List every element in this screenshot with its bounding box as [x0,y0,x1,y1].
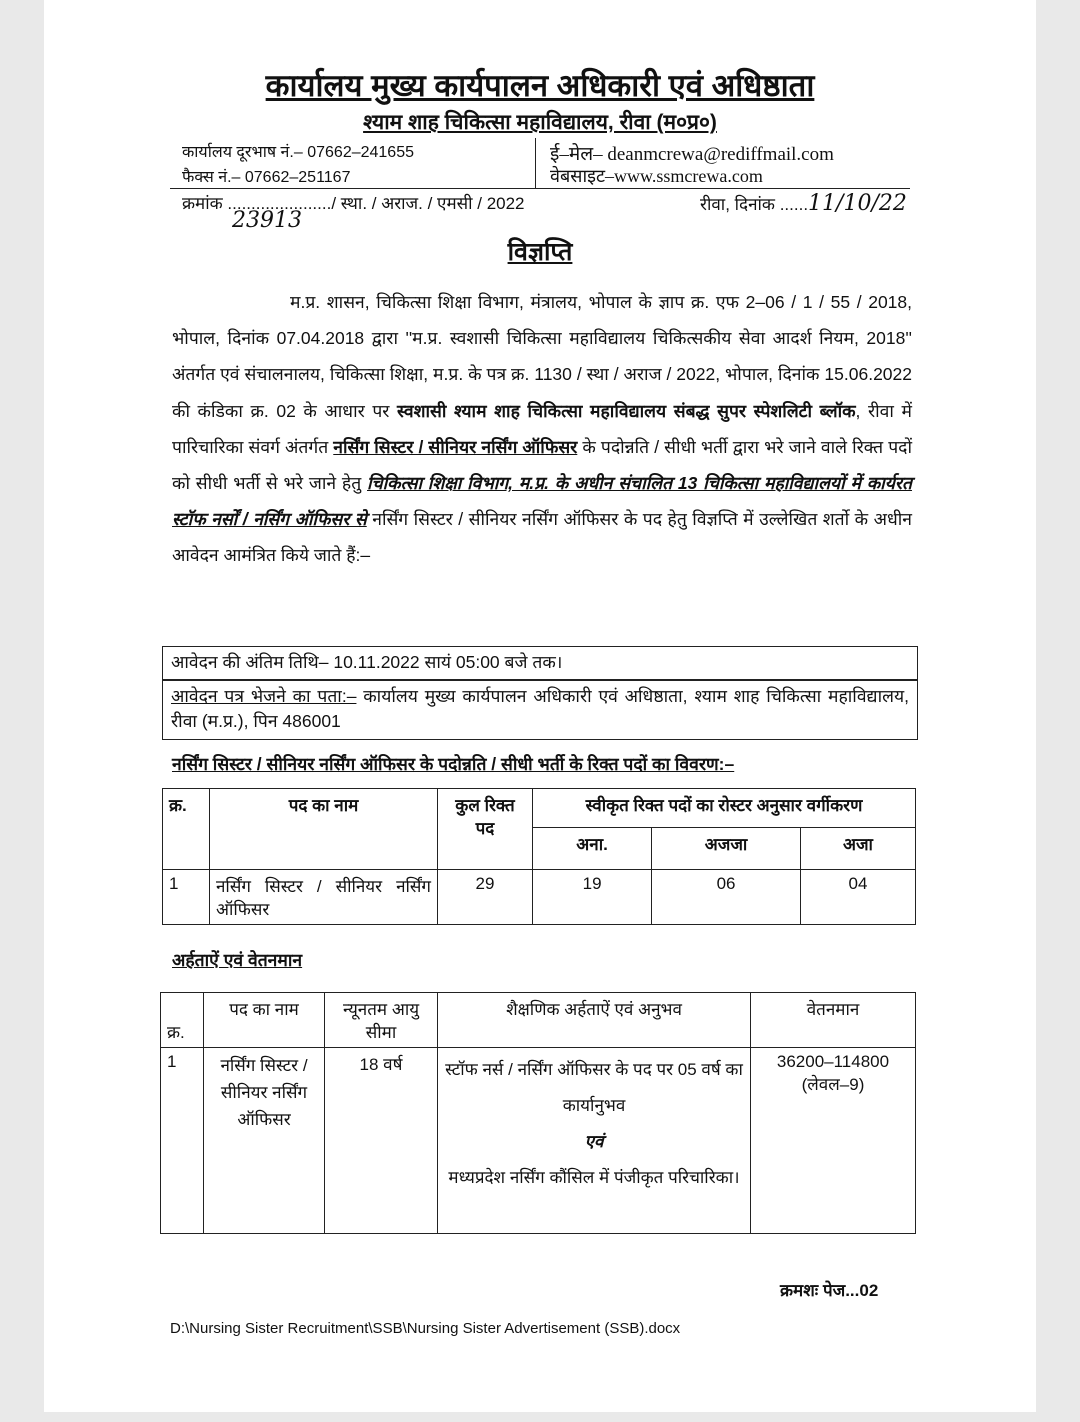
body-text: म.प्र. शासन, चिकित्सा शिक्षा विभाग, मंत्रालय, भोपाल के ज्ञाप क्र. एफ 2–06 / 1 / 55 / 2018, भोपाल, दिनांक 07.04.2018 द्वारा ''म.प्र. स्वशासी चिकित्सा महाविद्यालय चिकित्सकीय सेवा आदर्श नियम, 2018'' अंतर्गत एवं संचालनालय, चिकित्सा शिक्षा, म.प्र. के पत्र क्र. 1130 / स्था / अराज / 2022, भोपाल, दिनांक 15.06.2022 की कंडिका क्र. 02 के आधार पर [172,292,912,421]
address-box [162,680,918,740]
cell-total: 29 [438,870,533,925]
body-text: , रीवा में पारिचारिका संवर्ग अंतर्गत [172,400,913,457]
th-post: पद का नाम [210,789,438,870]
college-name: श्याम शाह चिकित्सा महाविद्यालय, रीवा (म०प्र०) [363,111,717,134]
cell-sno: 1 [161,1048,204,1234]
office-title: कार्यालय मुख्य कार्यपालन अधिकारी एवं अधिष्ठाता [265,68,815,103]
date-label: रीवा, दिनांक ...... [700,195,809,214]
ref-suffix: / स्था. / अराज. / एमसी / 2022 [331,194,525,213]
th-sc: अजा [800,828,915,870]
th-total: कुल रिक्त पद [438,789,533,870]
continued-note: क्रमशः पेज...02 [780,1281,879,1300]
post-name: नर्सिंग सिस्टर / सीनियर नर्सिंग ऑफिसर [333,436,578,457]
vacancy-table [162,788,916,925]
th-sno: क्र. [163,789,210,870]
file-path: D:\Nursing Sister Recruitment\SSB\Nursing Sister Advertisement (SSB).docx [170,1320,681,1337]
th-age: न्यूनतम आयु सीमा [325,993,438,1048]
qualification-registration: मध्यप्रदेश नर्सिंग कौंसिल में पंजीकृत परिचारिका। [448,1168,740,1187]
cell-post: नर्सिंग सिस्टर / सीनियर नर्सिंग ऑफिसर [210,870,438,925]
qualification-table [160,992,916,1234]
email: ई–मेल– deanmcrewa@rediffmail.com [550,144,834,165]
table-row [163,870,916,925]
qualification-experience: स्टॉफ नर्स / नर्सिंग ऑफिसर के पद पर 05 वर्ष का कार्यानुभव [445,1060,743,1115]
fax: फैक्स नं.– 07662–251167 [182,169,351,186]
th-post: पद का नाम [204,993,325,1048]
deadline-label: आवेदन की अंतिम तिथि– [171,652,329,672]
ref-prefix: क्रमांक ...................... [182,194,332,213]
eligibility-note: चिकित्सा शिक्षा विभाग, म.प्र. के अधीन संचालित 13 चिकित्सा महाविद्यालयों में कार्यरत स्टॉफ नर्सों / नर्सिंग ऑफिसर से [172,473,913,530]
cell-sc: 04 [800,870,915,925]
address-value: कार्यालय मुख्य कार्यपालन अधिकारी एवं अधिष्ठाता, श्याम शाह चिकित्सा महाविद्यालय, रीवा (म.प्र.), पिन 486001 [171,686,909,731]
cell-ur: 19 [533,870,652,925]
qualification-and: एवं [584,1132,604,1151]
th-ur: अना. [533,828,652,870]
cell-post: नर्सिंग सिस्टर / सीनियर नर्सिंग ऑफिसर [204,1048,325,1234]
divider [535,138,536,188]
body-text: नर्सिंग सिस्टर / सीनियर नर्सिंग ऑफिसर के पद हेतु विज्ञप्ति में उल्लेखित शर्तो के अधीन आवेदन आमंत्रित किये जाते हैं:– [172,509,912,566]
date [700,191,907,216]
notice-title: विज्ञप्ति [507,238,573,266]
cell-st: 06 [652,870,801,925]
th-qualification: शैक्षणिक अर्हताऐं एवं अनुभव [438,993,751,1048]
th-sno: क्र. [161,993,204,1048]
cell-age: 18 वर्ष [325,1048,438,1234]
divider [170,188,910,189]
website: वेबसाइट–www.ssmcrewa.com [550,166,763,186]
th-roster: स्वीकृत रिक्त पदों का रोस्टर अनुसार वर्गीकरण [533,789,916,828]
body-text: के पदोन्नति / सीधी भर्ती द्वारा भरे जाने वाले रिक्त पदों को सीधी भर्ती से भरे जाने हेतु [172,436,912,494]
handwritten-ref-number: 23913 [232,208,302,233]
qualification-heading: अर्हताऐं एवं वेतनमान [172,950,303,970]
cell-pay: 36200–114800 (लेवल–9) [751,1048,916,1234]
deadline-box [162,646,918,680]
cell-qualification [438,1048,751,1234]
th-st: अजजा [652,828,801,870]
phone: कार्यालय दूरभाष नं.– 07662–241655 [182,144,415,161]
body-bold: स्वशासी श्याम शाह चिकित्सा महाविद्यालय संबद्ध सुपर स्पेशलिटी ब्लॉक [397,400,856,421]
th-pay: वेतनमान [751,993,916,1048]
table-row [161,1048,916,1234]
handwritten-date: 11/10/22 [808,191,907,216]
cell-sno: 1 [163,870,210,925]
deadline-value: 10.11.2022 सायं 05:00 बजे तक। [328,652,563,672]
notice-body [172,284,912,574]
vacancy-heading: नर्सिंग सिस्टर / सीनियर नर्सिंग ऑफिसर के पदोन्नति / सीधी भर्ती के रिक्त पदों का विवरण:– [172,754,735,774]
address-label: आवेदन पत्र भेजने का पता:– [171,686,357,706]
